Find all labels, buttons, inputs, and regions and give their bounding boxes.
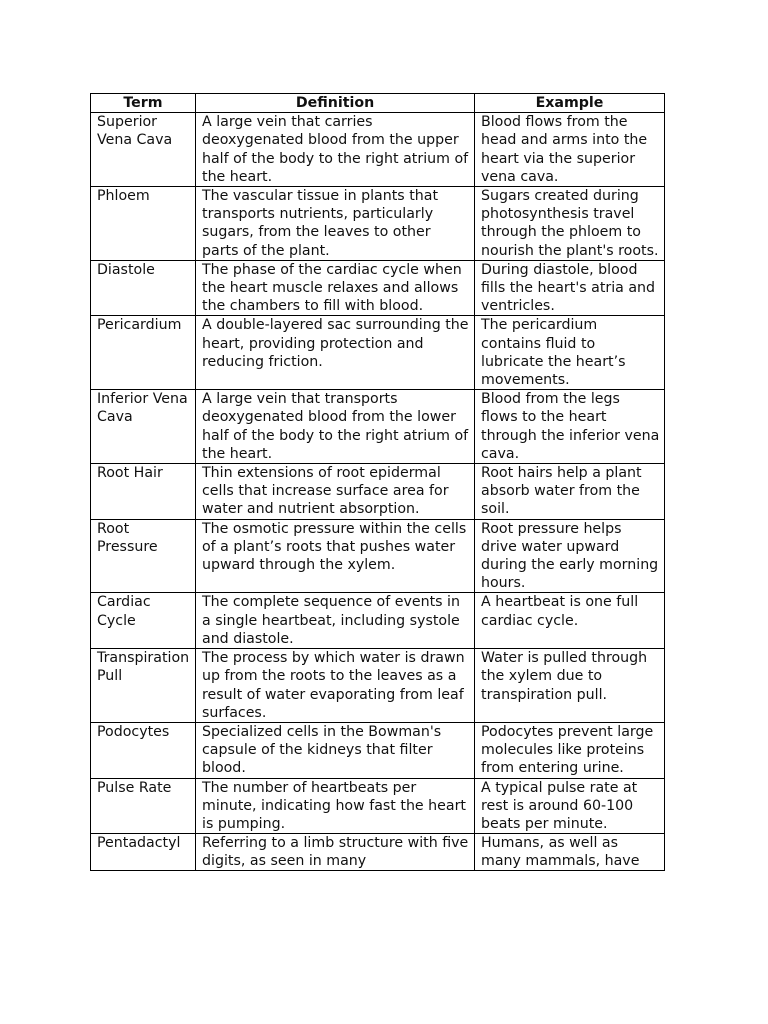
glossary-table <box>90 93 665 871</box>
table-row <box>91 649 665 723</box>
definition-cell: The vascular tissue in plants that transports nutrients, particularly sugars, from the leaves to other parts of the plant. <box>196 187 475 261</box>
example-cell: Blood from the legs flows to the heart through the inferior vena cava. <box>475 390 665 464</box>
term-cell: Superior Vena Cava <box>91 113 196 187</box>
table-row <box>91 113 665 187</box>
definition-cell: The phase of the cardiac cycle when the heart muscle relaxes and allows the chambers to fill with blood. <box>196 260 475 316</box>
example-cell: Podocytes prevent large molecules like proteins from entering urine. <box>475 722 665 778</box>
definition-cell: The complete sequence of events in a single heartbeat, including systole and diastole. <box>196 593 475 649</box>
table-row <box>91 260 665 316</box>
definition-cell: The osmotic pressure within the cells of a plant’s roots that pushes water upward through the xylem. <box>196 519 475 593</box>
table-row <box>91 593 665 649</box>
header-example: Example <box>475 94 665 113</box>
definition-cell: A double-layered sac surrounding the heart, providing protection and reducing friction. <box>196 316 475 390</box>
definition-cell: Specialized cells in the Bowman's capsule of the kidneys that filter blood. <box>196 722 475 778</box>
term-cell: Phloem <box>91 187 196 261</box>
example-cell: Sugars created during photosynthesis travel through the phloem to nourish the plant's roots. <box>475 187 665 261</box>
term-cell: Root Pressure <box>91 519 196 593</box>
example-text: Humans, as well as many mammals, have <box>481 835 640 870</box>
term-cell: Root Hair <box>91 464 196 520</box>
example-cell: A typical pulse rate at rest is around 60-100 beats per minute. <box>475 778 665 834</box>
example-cell: A heartbeat is one full cardiac cycle. <box>475 593 665 649</box>
definition-cell: A large vein that carries deoxygenated blood from the upper half of the body to the right atrium of the heart. <box>196 113 475 187</box>
table-row <box>91 519 665 593</box>
term-cell: Pulse Rate <box>91 778 196 834</box>
table-row <box>91 834 665 871</box>
table-row <box>91 722 665 778</box>
table-row <box>91 464 665 520</box>
example-cell: Root pressure helps drive water upward during the early morning hours. <box>475 519 665 593</box>
term-cell: Inferior Vena Cava <box>91 390 196 464</box>
term-cell: Cardiac Cycle <box>91 593 196 649</box>
term-cell: Diastole <box>91 260 196 316</box>
header-term: Term <box>91 94 196 113</box>
term-cell: Pericardium <box>91 316 196 390</box>
term-cell: Transpiration Pull <box>91 649 196 723</box>
example-cell: Blood flows from the head and arms into the heart via the superior vena cava. <box>475 113 665 187</box>
term-cell: Podocytes <box>91 722 196 778</box>
example-cell: During diastole, blood fills the heart's atria and ventricles. <box>475 260 665 316</box>
definition-cell: The process by which water is drawn up from the roots to the leaves as a result of water evaporating from leaf surfaces. <box>196 649 475 723</box>
example-cell: Water is pulled through the xylem due to transpiration pull. <box>475 649 665 723</box>
table-row <box>91 187 665 261</box>
table-row <box>91 778 665 834</box>
definition-cell: A large vein that transports deoxygenated blood from the lower half of the body to the right atrium of the heart. <box>196 390 475 464</box>
definition-cell: The number of heartbeats per minute, indicating how fast the heart is pumping. <box>196 778 475 834</box>
definition-text: Referring to a limb structure with five digits, as seen in many <box>202 835 469 870</box>
example-cell: Root hairs help a plant absorb water from the soil. <box>475 464 665 520</box>
definition-cell: Thin extensions of root epidermal cells that increase surface area for water and nutrient absorption. <box>196 464 475 520</box>
table-row <box>91 390 665 464</box>
header-definition: Definition <box>196 94 475 113</box>
table-row <box>91 316 665 390</box>
term-text: Pentadactyl <box>97 835 181 852</box>
term-cell <box>91 834 196 871</box>
table-header-row <box>91 94 665 113</box>
example-cell <box>475 834 665 871</box>
definition-cell <box>196 834 475 871</box>
example-cell: The pericardium contains fluid to lubricate the heart’s movements. <box>475 316 665 390</box>
